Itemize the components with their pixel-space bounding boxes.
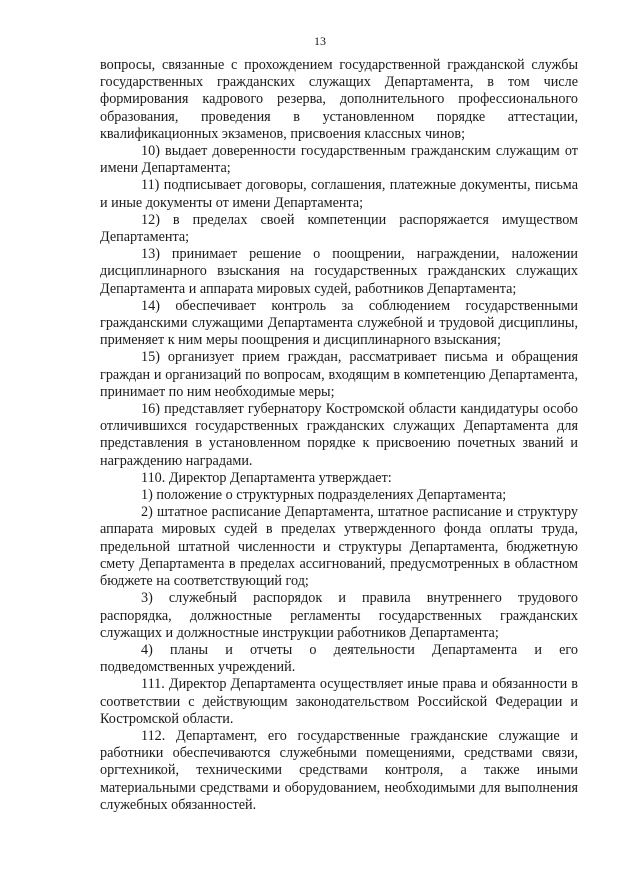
- list-item-16: 16) представляет губернатору Костромской области кандидатуры особо отличившихся государственных гражданских служащих Департамента для представления в установленном порядке к присвоению почетных званий и награждению наградами.: [100, 401, 578, 469]
- list-item-15: 15) организует прием граждан, рассматривает письма и обращения граждан и организаций по вопросам, входящим в компетенцию Департамента, принимает по ним необходимые меры;: [100, 349, 578, 400]
- section-110-item-3: 3) служебный распорядок и правила внутреннего трудового распорядка, должностные регламенты государственных гражданских служащих и должностные инструкции работников Департамента;: [100, 590, 578, 641]
- section-110-item-2: 2) штатное расписание Департамента, штатное расписание и структуру аппарата мировых судей в пределах утвержденного фонда оплаты труда, предельной штатной численности и структуры Департамента, бюджетную смету Департамента в пределах ассигнований, предусмотренных в областном бюджете на соответствующий год;: [100, 504, 578, 590]
- section-111: 111. Директор Департамента осуществляет иные права и обязанности в соответствии с действующим законодательством Российской Федерации и Костромской области.: [100, 676, 578, 727]
- list-item-12: 12) в пределах своей компетенции распоряжается имуществом Департамента;: [100, 211, 578, 246]
- section-110-item-1: 1) положение о структурных подразделениях Департамента;: [141, 487, 507, 504]
- page-number: 13: [314, 34, 326, 48]
- section-110: 110. Директор Департамента утверждает:: [141, 469, 392, 486]
- section-112: 112. Департамент, его государственные гражданские служащие и работники обеспечиваются служебными помещениями, средствами связи, оргтехникой, техническими средствами контроля, а также иными материальными средствами и оборудованием, необходимыми для выполнения служебных обязанностей.: [100, 727, 578, 813]
- list-item-14: 14) обеспечивает контроль за соблюдением государственными гражданскими служащими Департамента служебной и трудовой дисциплины, применяет к ним меры поощрения и дисциплинарного взыскания;: [100, 297, 578, 349]
- document-body: [100, 57, 578, 814]
- list-item-11: 11) подписывает договоры, соглашения, платежные документы, письма и иные документы от имени Департамента;: [100, 177, 578, 211]
- section-110-item-4: 4) планы и отчеты о деятельности Департамента и его подведомственных учреждений.: [100, 641, 578, 676]
- list-item-10: 10) выдает доверенности государственным гражданским служащим от имени Департамента;: [100, 143, 578, 177]
- list-item-13: 13) принимает решение о поощрении, награждении, наложении дисциплинарного взыскания на государственных гражданских служащих Департамента и аппарата мировых судей, работников Департамента;: [100, 246, 578, 297]
- paragraph-continuation: вопросы, связанные с прохождением государственной гражданской службы государственных гражданских служащих Департамента, в том числе формирования кадрового резерва, дополнительного профессионального образования, проведения в установленном порядке аттестации, квалификационных экзаменов, присвоения классных чинов;: [100, 57, 578, 142]
